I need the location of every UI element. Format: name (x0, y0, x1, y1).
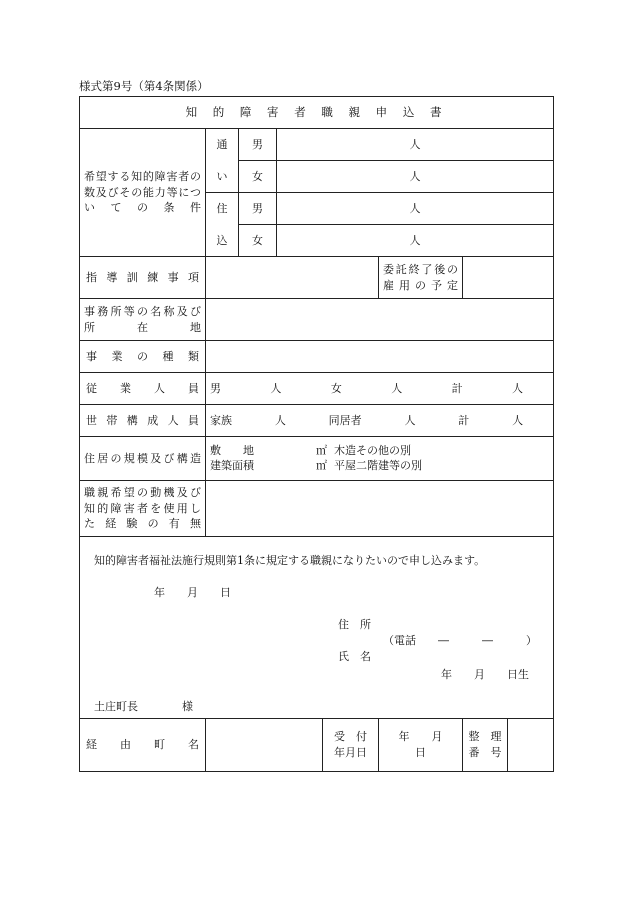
guidance-field[interactable] (206, 257, 379, 299)
residence-label: 住居の規模及び構造 (80, 437, 206, 481)
employees-label: 従業人員 (80, 373, 206, 405)
commute-female-label: 女 (239, 161, 277, 193)
form-title: 知 的 障 害 者 職 親 申 込 書 (80, 97, 554, 129)
motive-label-2: 知的障害者を使用し (84, 501, 201, 515)
live-in-female-label: 女 (239, 225, 277, 257)
commute-male-label: 男 (239, 129, 277, 161)
after-contract-field[interactable] (463, 257, 554, 299)
received-label-2: 年月日 (334, 746, 367, 759)
addressee: 土庄町長 様 (94, 700, 193, 713)
commute-female-field[interactable]: 人 (277, 161, 554, 193)
address-label: 住 所 (338, 618, 371, 631)
birth-date-field[interactable]: 年 月 日生 (441, 668, 529, 681)
live-in-male-field[interactable]: 人 (277, 193, 554, 225)
commute-male-field[interactable]: 人 (277, 129, 554, 161)
employees-field[interactable]: 男 人 女 人 計 人 (206, 373, 554, 405)
live-in-male-label: 男 (239, 193, 277, 225)
household-field[interactable]: 家族 人 同居者 人 計 人 (206, 405, 554, 437)
application-date[interactable]: 年 月 日 (154, 586, 231, 599)
after-contract-label: 委託終了後の雇用の予定 (379, 257, 463, 299)
conditions-label: 希望する知的障害者の数及びその能力等についての条件 (80, 129, 206, 257)
ref-number-label-2: 番 号 (468, 746, 502, 759)
motive-label-1: 職親希望の動機及び (84, 485, 201, 499)
ref-number-label-1: 整 理 (468, 730, 502, 744)
via-town-label: 経由町名 (80, 719, 206, 772)
received-label-1: 受 付 (334, 730, 367, 744)
commute-label: 通 い (216, 137, 228, 183)
office-field[interactable] (206, 299, 554, 341)
business-type-field[interactable] (206, 341, 554, 373)
motive-field[interactable] (206, 481, 554, 537)
motive-label-3: た経験の有無 (84, 517, 201, 531)
residence-field[interactable]: 敷 地 ㎡ 木造その他の別 建築面積 ㎡ 平屋二階建等の別 (206, 437, 554, 481)
live-in-female-field[interactable]: 人 (277, 225, 554, 257)
application-form (79, 96, 554, 772)
received-date-field[interactable]: 年 月 日 (379, 719, 463, 772)
phone-field[interactable]: （電話 ― ― ） (383, 634, 537, 647)
office-label-1: 事務所等の名称及び (84, 304, 201, 318)
business-type-label: 事業の種類 (80, 341, 206, 373)
application-statement: 知的障害者福祉法施行規則第1条に規定する職親になりたいので申し込みます。 (94, 554, 486, 567)
ref-number-field[interactable] (508, 719, 553, 771)
guidance-label: 指導訓練事項 (80, 257, 206, 299)
name-label: 氏 名 (338, 650, 371, 663)
office-label-2: 所在地 (84, 320, 201, 334)
form-number: 様式第9号（第4条関係） (79, 79, 209, 93)
live-in-label: 住 込 (216, 201, 228, 247)
household-label: 世帯構成人員 (80, 405, 206, 437)
via-town-field[interactable] (206, 719, 323, 772)
application-section (80, 537, 554, 719)
